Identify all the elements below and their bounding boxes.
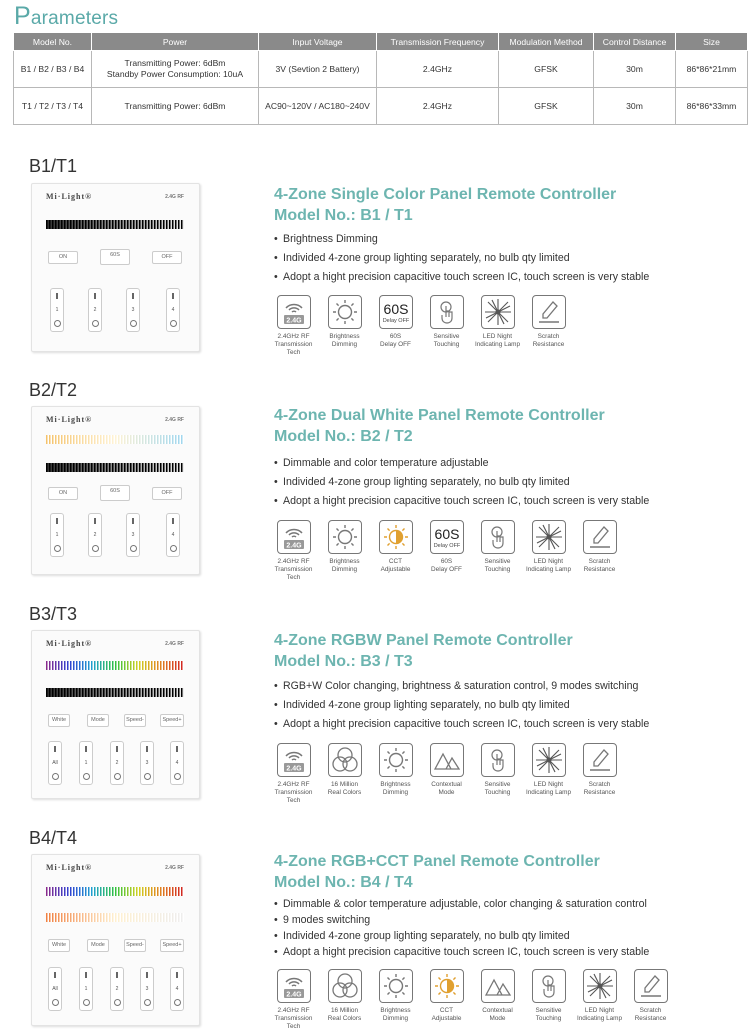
night-lamp-icon bbox=[583, 969, 617, 1003]
table-cell: GFSK bbox=[499, 51, 594, 88]
section-label: B2/T2 bbox=[29, 380, 78, 400]
night-lamp-icon bbox=[481, 295, 515, 329]
table-cell: 2.4GHz bbox=[377, 88, 499, 125]
touch-icon bbox=[430, 295, 464, 329]
panel-on-button: ON bbox=[48, 487, 78, 500]
feature-sun-item bbox=[370, 743, 421, 805]
section-label: B1/T1 bbox=[29, 156, 78, 176]
table-row bbox=[14, 51, 748, 88]
feature-icons bbox=[268, 743, 625, 805]
svg-text:2.4G: 2.4G bbox=[285, 991, 302, 999]
zone-button: 1 bbox=[50, 513, 64, 557]
cct-bar bbox=[46, 913, 184, 922]
feature-item: • Dimmable & color temperature adjustable, color changing & saturation control bbox=[274, 896, 649, 912]
scratch-icon bbox=[583, 743, 617, 777]
touch-icon bbox=[532, 969, 566, 1003]
feature-item: • RGB+W Color changing, brightness & saturation control, 9 modes switching bbox=[274, 677, 649, 696]
feature-item: • Adopt a hight precision capacitive touch screen IC, touch screen is very stable bbox=[274, 492, 649, 511]
feature-scratch-item bbox=[523, 295, 574, 357]
icon-caption: Contextual Mode bbox=[482, 1007, 513, 1022]
icon-caption: CCT Adjustable bbox=[431, 1007, 462, 1022]
icon-caption: LED Night Indicating Lamp bbox=[525, 781, 572, 796]
col-header: Size bbox=[676, 33, 748, 51]
scratch-icon bbox=[583, 520, 617, 554]
col-header: Control Distance bbox=[594, 33, 676, 51]
feature-color-item bbox=[319, 743, 370, 805]
table-cell: B1 / B2 / B3 / B4 bbox=[14, 51, 92, 88]
panel-white-button: White bbox=[48, 939, 70, 952]
col-header: Input Voltage bbox=[259, 33, 377, 51]
night-lamp-icon bbox=[532, 743, 566, 777]
icon-caption: Brightness Dimming bbox=[380, 781, 411, 796]
svg-text:60S: 60S bbox=[434, 526, 459, 542]
panel-white-button: White bbox=[48, 714, 70, 727]
icon-caption: CCT Adjustable bbox=[380, 558, 411, 573]
col-header: Transmission Frequency bbox=[377, 33, 499, 51]
table-cell: T1 / T2 / T3 / T4 bbox=[14, 88, 92, 125]
col-header: Modulation Method bbox=[499, 33, 594, 51]
feature-item: • Individed 4-zone group lighting separately, no bulb qty limited bbox=[274, 249, 649, 268]
feature-rf-item bbox=[268, 295, 319, 357]
brightness-bar bbox=[46, 688, 184, 697]
feature-touch-item bbox=[472, 520, 523, 582]
feature-item: • Adopt a hight precision capacitive touch screen IC, touch screen is very stable bbox=[274, 268, 649, 287]
brightness-bar bbox=[46, 220, 184, 229]
panel-speed-minus-button: Speed- bbox=[124, 939, 146, 952]
svg-text:Delay OFF: Delay OFF bbox=[433, 543, 460, 549]
feature-item: • Individed 4-zone group lighting separately, no bulb qty limited bbox=[274, 473, 649, 492]
icon-caption: 2.4GHz RF Transmission Tech bbox=[274, 558, 313, 581]
feature-list bbox=[274, 896, 649, 960]
icon-caption: 2.4GHz RF Transmission Tech bbox=[274, 333, 313, 356]
icon-caption: Scratch Resistance bbox=[583, 558, 616, 573]
night-lamp-icon bbox=[532, 520, 566, 554]
feature-item: • Individed 4-zone group lighting separately, no bulb qty limited bbox=[274, 928, 649, 944]
panel-mode-button: Mode bbox=[87, 939, 109, 952]
panel-on-button: ON bbox=[48, 251, 78, 264]
icon-caption: Scratch Resistance bbox=[532, 333, 565, 348]
rf-icon bbox=[277, 520, 311, 554]
zone-button: 3 bbox=[126, 513, 140, 557]
zone-button: 4 bbox=[170, 967, 184, 1011]
feature-icons bbox=[268, 295, 574, 357]
zone-button: 2 bbox=[110, 967, 124, 1011]
svg-text:2.4G: 2.4G bbox=[285, 542, 302, 550]
icon-caption: 16 Million Real Colors bbox=[327, 781, 362, 796]
feature-list bbox=[274, 677, 649, 734]
feature-color-item bbox=[319, 969, 370, 1031]
product-title: 4-Zone Single Color Panel Remote Controller Model No.: B1 / T1 bbox=[274, 186, 617, 224]
feature-cct-item bbox=[370, 520, 421, 582]
feature-touch-item bbox=[523, 969, 574, 1031]
icon-caption: 2.4GHz RF Transmission Tech bbox=[274, 781, 313, 804]
panel-image-b2 bbox=[31, 406, 200, 575]
touch-icon bbox=[481, 520, 515, 554]
color-icon bbox=[328, 969, 362, 1003]
cct-icon bbox=[379, 520, 413, 554]
feature-item: • Adopt a hight precision capacitive touch screen IC, touch screen is very stable bbox=[274, 715, 649, 734]
zone-button: 4 bbox=[166, 288, 180, 332]
feature-rf-item bbox=[268, 520, 319, 582]
feature-rf-item bbox=[268, 969, 319, 1031]
table-cell: AC90~120V / AC180~240V bbox=[259, 88, 377, 125]
scratch-icon bbox=[634, 969, 668, 1003]
panel-speed-plus-button: Speed+ bbox=[160, 939, 184, 952]
svg-text:60S: 60S bbox=[383, 301, 408, 317]
feature-mountain-item bbox=[421, 743, 472, 805]
table-cell: 86*86*21mm bbox=[676, 51, 748, 88]
zone-button: 1 bbox=[79, 967, 93, 1011]
table-cell: 30m bbox=[594, 88, 676, 125]
rf-icon bbox=[277, 743, 311, 777]
icon-caption: Contextual Mode bbox=[431, 781, 462, 796]
svg-text:2.4G: 2.4G bbox=[285, 317, 302, 325]
feature-scratch-item bbox=[574, 743, 625, 805]
product-title: 4-Zone Dual White Panel Remote Controller Model No.: B2 / T2 bbox=[274, 407, 605, 445]
icon-caption: Brightness Dimming bbox=[329, 558, 360, 573]
zone-button: 2 bbox=[88, 288, 102, 332]
feature-list bbox=[274, 454, 649, 511]
panel-logo: Mi·Light® bbox=[46, 639, 93, 648]
brightness-bar bbox=[46, 463, 184, 472]
table-cell: 3V (Sevtion 2 Battery) bbox=[259, 51, 377, 88]
delay-icon bbox=[379, 295, 413, 329]
icon-caption: Sensitive Touching bbox=[535, 1007, 562, 1022]
zone-button: 1 bbox=[79, 741, 93, 785]
feature-night-lamp-item bbox=[523, 520, 574, 582]
zone-button: All bbox=[48, 967, 62, 1011]
feature-icons bbox=[268, 969, 676, 1031]
panel-logo: Mi·Light® bbox=[46, 415, 93, 424]
zone-button: 2 bbox=[110, 741, 124, 785]
mountain-icon bbox=[481, 969, 515, 1003]
panel-image-b4 bbox=[31, 854, 200, 1026]
icon-caption: Sensitive Touching bbox=[484, 781, 511, 796]
feature-delay-item bbox=[421, 520, 472, 582]
table-header-row bbox=[14, 33, 748, 51]
table-cell: GFSK bbox=[499, 88, 594, 125]
cct-icon bbox=[430, 969, 464, 1003]
table-cell: 30m bbox=[594, 51, 676, 88]
panel-logo: Mi·Light® bbox=[46, 192, 93, 201]
feature-touch-item bbox=[421, 295, 472, 357]
icon-caption: 60S Delay OFF bbox=[380, 333, 411, 348]
icon-caption: Sensitive Touching bbox=[484, 558, 511, 573]
feature-sun-item bbox=[370, 969, 421, 1031]
zone-button: 3 bbox=[140, 741, 154, 785]
panel-rf-label: 2.4G RF bbox=[165, 865, 184, 871]
feature-item: • Brightness Dimming bbox=[274, 230, 649, 249]
icon-caption: Brightness Dimming bbox=[329, 333, 360, 348]
feature-item: • Dimmable and color temperature adjustable bbox=[274, 454, 649, 473]
icon-caption: LED Night Indicating Lamp bbox=[576, 1007, 623, 1022]
zone-button: 3 bbox=[126, 288, 140, 332]
feature-rf-item bbox=[268, 743, 319, 805]
feature-night-lamp-item bbox=[472, 295, 523, 357]
icon-caption: Scratch Resistance bbox=[634, 1007, 667, 1022]
icon-caption: 2.4GHz RF Transmission Tech bbox=[274, 1007, 313, 1030]
parameters-table bbox=[13, 32, 748, 125]
feature-item: • 9 modes switching bbox=[274, 912, 649, 928]
icon-caption: Brightness Dimming bbox=[380, 1007, 411, 1022]
rf-icon bbox=[277, 969, 311, 1003]
zone-button: 3 bbox=[140, 967, 154, 1011]
feature-scratch-item bbox=[574, 520, 625, 582]
panel-speed-minus-button: Speed- bbox=[124, 714, 146, 727]
feature-night-lamp-item bbox=[523, 743, 574, 805]
feature-mountain-item bbox=[472, 969, 523, 1031]
sun-icon bbox=[379, 969, 413, 1003]
col-header: Power bbox=[92, 33, 259, 51]
touch-icon bbox=[481, 743, 515, 777]
delay-icon bbox=[430, 520, 464, 554]
feature-icons bbox=[268, 520, 625, 582]
table-row bbox=[14, 88, 748, 125]
panel-image-b3 bbox=[31, 630, 200, 799]
panel-logo: Mi·Light® bbox=[46, 863, 93, 872]
table-cell: 2.4GHz bbox=[377, 51, 499, 88]
panel-image-b1 bbox=[31, 183, 200, 352]
cct-bar bbox=[46, 435, 184, 444]
scratch-icon bbox=[532, 295, 566, 329]
table-cell: Transmitting Power: 6dBm bbox=[92, 88, 259, 125]
icon-caption: Scratch Resistance bbox=[583, 781, 616, 796]
panel-rf-label: 2.4G RF bbox=[165, 641, 184, 647]
icon-caption: 16 Million Real Colors bbox=[327, 1007, 362, 1022]
col-header: Model No. bbox=[14, 33, 92, 51]
table-cell: 86*86*33mm bbox=[676, 88, 748, 125]
section-label: B3/T3 bbox=[29, 604, 78, 624]
mountain-icon bbox=[430, 743, 464, 777]
icon-caption: LED Night Indicating Lamp bbox=[474, 333, 521, 348]
panel-rf-label: 2.4G RF bbox=[165, 194, 184, 200]
color-icon bbox=[328, 743, 362, 777]
feature-night-lamp-item bbox=[574, 969, 625, 1031]
feature-sun-item bbox=[319, 295, 370, 357]
feature-scratch-item bbox=[625, 969, 676, 1031]
zone-button: 2 bbox=[88, 513, 102, 557]
icon-caption: Sensitive Touching bbox=[433, 333, 460, 348]
feature-list bbox=[274, 230, 649, 287]
panel-rf-label: 2.4G RF bbox=[165, 417, 184, 423]
feature-sun-item bbox=[319, 520, 370, 582]
svg-text:Delay OFF: Delay OFF bbox=[382, 318, 409, 324]
zone-button: All bbox=[48, 741, 62, 785]
feature-delay-item bbox=[370, 295, 421, 357]
table-cell: Transmitting Power: 6dBm Standby Power Consumption: 10uA bbox=[92, 51, 259, 88]
icon-caption: LED Night Indicating Lamp bbox=[525, 558, 572, 573]
zone-button: 4 bbox=[166, 513, 180, 557]
panel-speed-plus-button: Speed+ bbox=[160, 714, 184, 727]
sun-icon bbox=[328, 295, 362, 329]
sun-icon bbox=[379, 743, 413, 777]
feature-item: • Individed 4-zone group lighting separately, no bulb qty limited bbox=[274, 696, 649, 715]
panel-delay-button: 60S bbox=[100, 485, 130, 501]
feature-cct-item bbox=[421, 969, 472, 1031]
zone-button: 4 bbox=[170, 741, 184, 785]
feature-item: • Adopt a hight precision capacitive touch screen IC, touch screen is very stable bbox=[274, 944, 649, 960]
color-bar bbox=[46, 661, 184, 670]
panel-mode-button: Mode bbox=[87, 714, 109, 727]
color-bar bbox=[46, 887, 184, 896]
rf-icon bbox=[277, 295, 311, 329]
icon-caption: 60S Delay OFF bbox=[431, 558, 462, 573]
product-title: 4-Zone RGBW Panel Remote Controller Model No.: B3 / T3 bbox=[274, 632, 573, 670]
feature-touch-item bbox=[472, 743, 523, 805]
panel-delay-button: 60S bbox=[100, 249, 130, 265]
panel-off-button: OFF bbox=[152, 251, 182, 264]
page-title: Parameters bbox=[14, 2, 119, 30]
svg-text:2.4G: 2.4G bbox=[285, 765, 302, 773]
sun-icon bbox=[328, 520, 362, 554]
product-title: 4-Zone RGB+CCT Panel Remote Controller Model No.: B4 / T4 bbox=[274, 853, 600, 891]
panel-off-button: OFF bbox=[152, 487, 182, 500]
section-label: B4/T4 bbox=[29, 828, 78, 848]
zone-button: 1 bbox=[50, 288, 64, 332]
